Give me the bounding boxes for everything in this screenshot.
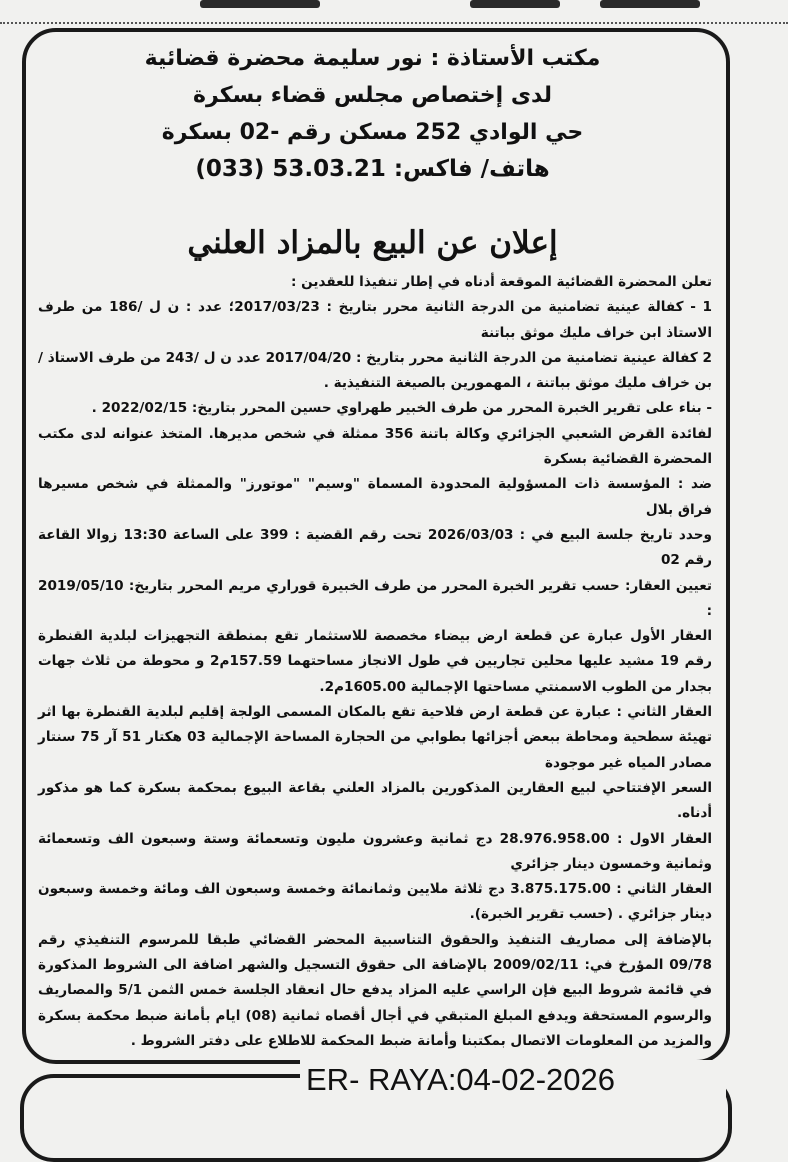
property-1: العقار الأول عبارة عن قطعة ارض بيضاء مخصصة للاستثمار تقع بمنطقة التجهيزات لبلدية القنطرة رقم 19 مشيد عليها محلين تجاريين في طول الانجاز مساحتهما 157.59م2 و محوطة من ثلاث جهات بجدار من الطوب الاسمنتي مساحتها الإجمالية 1605.00م2.	[38, 628, 713, 695]
opening-price: السعر الإفتتاحي لبيع العقارين المذكورين بالمزاد العلني بقاعة البيوع بمحكمة بسكرة كما هو مذكور أدناه.	[38, 779, 712, 822]
announcement-title: إعلان عن البيع بالمزاد العلني	[187, 225, 558, 261]
property-designation: تعيين العقار: حسب تقرير الخبرة المحرر من طرف الخبيرة قوراري مريم المحرر بتاريخ: 2019/05/10 :	[38, 577, 712, 619]
adjacent-article-edge	[0, 0, 788, 24]
guarantee-2: 2 كفالة عينية تضامنية من الدرجة الثانية محرر بتاريخ : 2017/04/20 عدد ن ل /243 من طرف الاستاذ /بن خراف مليك موثق بباتنة ، المهمورين بالصيغة التنفيذية .	[38, 349, 712, 392]
announcement-body	[38, 270, 712, 1054]
office-name: مكتب الأستاذة : نور سليمة محضرة قضائية	[144, 46, 601, 71]
adjacent-text-fragment	[600, 0, 700, 8]
adjacent-text-fragment	[470, 0, 560, 8]
sale-session: وحدد تاريخ جلسة البيع في : 2026/03/03 تحت رقم القضية : 399 على الساعة 13:30 زوالا القاعة رقم 02	[38, 526, 712, 569]
adjacent-text-fragment	[200, 0, 320, 8]
office-header	[40, 40, 705, 188]
expertise-report: - بناء على تقرير الخبرة المحرر من طرف الخبير طهراوي حسين المحرر بتاريخ: 2022/02/15 .	[91, 400, 712, 417]
phone-fax: هاتف/ فاكس: 53.03.21 (033)	[195, 156, 550, 182]
defendant: ضد : المؤسسة ذات المسؤولية المحدودة المسماة "وسيم" "موتورز" والممثلة في شخص مسيرها فراق بلال	[38, 476, 712, 518]
price-property-1: العقار الاول : 28.976.958.00 دج ثمانية وعشرون مليون وتسعمائة وستة وسبعون الف وتسعمائة وثمانية وخمسون دينار جزائري	[38, 830, 713, 872]
fees-and-conditions: بالإضافة إلى مصاريف التنفيذ والحقوق التناسبية المحضر القضائي طبقا للمرسوم التنفيذي رقم 09/78 المؤرخ في: 2009/02/11 بالإضافة الى حقوق التسجيل والشهر اضافة الى الشروط المذكورة في قائمة شروط البيع فإن الراسي عليه المزاد يدفع حال انعقاد الجلسة خمس الثمن 5/1 والمصاريف والرسوم المستحقة ويدفع المبلغ المتبقي في أجال أقصاه ثمانية (08) ايام بأمانة ضبط محكمة بسكرة والمزيد من المعلومات الاتصال بمكتبنا وأمانة ضبط المحكمة للاطلاع على دفتر الشروط .	[38, 931, 713, 1049]
property-2: العقار الثاني : عبارة عن قطعة ارض فلاحية تقع بالمكان المسمى الولجة إقليم لبلدية القنطرة بها اثر تهيئة سطحية ومحاطة ببعض أجزائها بطوابي من الحجارة المساحة الإجمالية 03 هكتار 51 آر 75 سنتار مصادر المياه غير موجودة	[38, 704, 712, 771]
guarantee-1: 1 - كفالة عينية تضامنية من الدرجة الثانية محرر بتاريخ : 2017/03/23؛ عدد : ن ل /186 من طرف الاستاذ ابن خراف مليك موثق بباتنة	[38, 299, 713, 341]
price-property-2: العقار الثاني : 3.875.175.00 دج ثلاثة ملايين وثمانمائة وخمسة وسبعون الف ومائة وخمسة وسبعون دينار جزائري . (حسب تقرير الخبرة).	[38, 881, 713, 923]
beneficiary: لفائدة القرض الشعبي الجزائري وكالة باتنة 356 ممثلة في شخص مديرها. المتخذ عنوانه لدى مكتب المحضرة القضائية بسكرة	[38, 425, 712, 468]
office-address: حي الوادي 252 مسكن رقم -02 بسكرة	[161, 120, 584, 145]
jurisdiction: لدى إختصاص مجلس قضاء بسكرة	[193, 83, 552, 108]
newspaper-date-stamp: ER- RAYA:04-02-2026	[300, 1060, 726, 1100]
intro-paragraph: تعلن المحضرة القضائية الموقعة أدناه في إطار تنفيذا للعقدين :	[290, 274, 712, 290]
